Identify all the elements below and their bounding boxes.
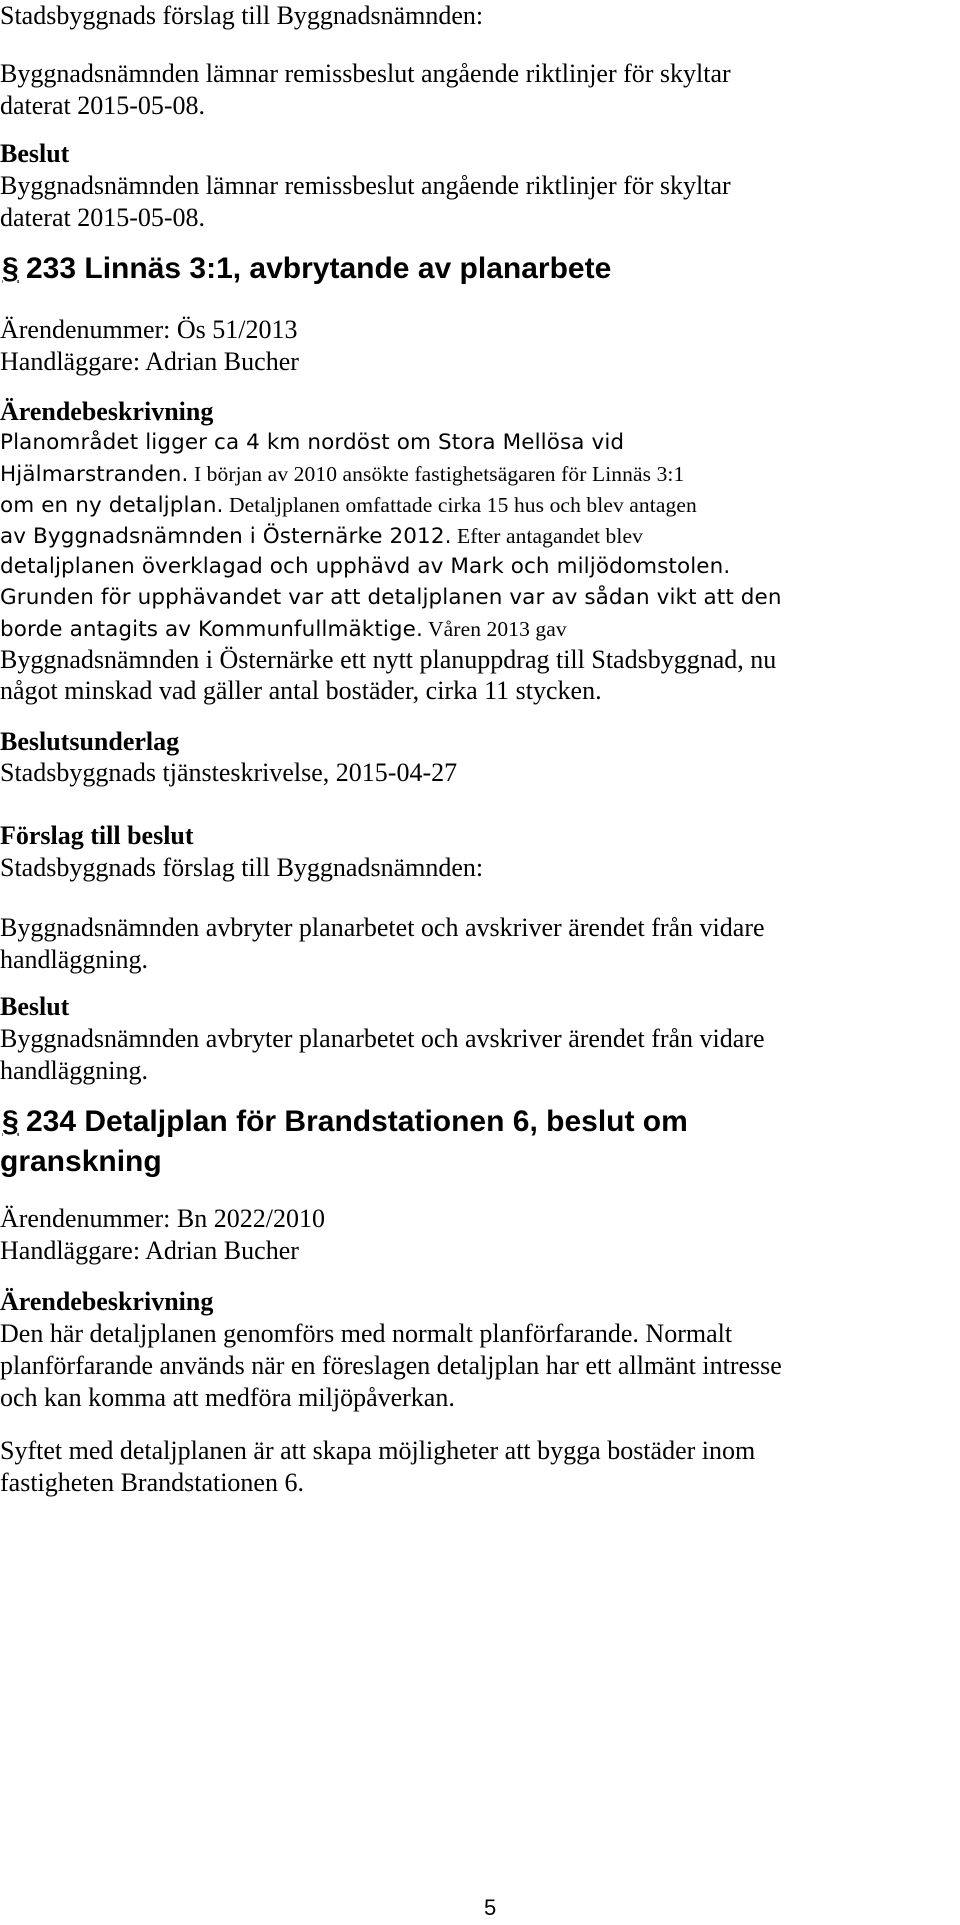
description-line: detaljplanen överklagad och upphävd av Mark och miljödomstolen. — [0, 554, 731, 579]
paragraph-line: handläggning. — [0, 1056, 149, 1085]
section-heading: Beslutsunderlag — [0, 727, 180, 756]
description-line: Grunden för upphävandet var att detaljplanen var av sådan vikt att den — [0, 585, 782, 610]
description-line: och kan komma att medföra miljöpåverkan. — [0, 1383, 455, 1412]
item-234-title-continuation: granskning — [0, 1145, 162, 1178]
purpose-line: fastigheten Brandstationen 6. — [0, 1468, 304, 1497]
case-number: Ärendenummer: Bn 2022/2010 — [0, 1204, 325, 1233]
item-234-title — [0, 1103, 688, 1141]
item-234-title-text: 234 Detaljplan för Brandstationen 6, beslut om — [26, 1105, 688, 1138]
paragraph-line: Byggnadsnämnden avbryter planarbetet och avskriver ärendet från vidare — [0, 913, 765, 942]
section-heading: Beslut — [0, 139, 70, 168]
paragraph-line: Byggnadsnämnden avbryter planarbetet och avskriver ärendet från vidare — [0, 1024, 765, 1053]
case-number: Ärendenummer: Ös 51/2013 — [0, 315, 298, 344]
paragraph-line: daterat 2015-05-08. — [0, 91, 206, 120]
description-line: om en ny detaljplan. Detaljplanen omfattade cirka 15 hus och blev antagen — [0, 493, 697, 518]
description-line: borde antagits av Kommunfullmäktige. Våren 2013 gav — [0, 617, 567, 642]
description-line: något minskad vad gäller antal bostäder, cirka 11 stycken. — [0, 676, 602, 705]
section-heading: Ärendebeskrivning — [0, 397, 214, 426]
proposal-line: Stadsbyggnads förslag till Byggnadsnämnden: — [0, 1, 484, 30]
case-officer: Handläggare: Adrian Bucher — [0, 347, 299, 376]
purpose-line: Syftet med detaljplanen är att skapa möjligheter att bygga bostäder inom — [0, 1436, 756, 1465]
description-line: Byggnadsnämnden i Östernärke ett nytt planuppdrag till Stadsbyggnad, nu — [0, 645, 777, 674]
paragraph-line: Byggnadsnämnden lämnar remissbeslut angående riktlinjer för skyltar — [0, 171, 731, 200]
item-233-title — [0, 250, 611, 288]
paragraph-line: handläggning. — [0, 945, 149, 974]
section-heading: Ärendebeskrivning — [0, 1287, 214, 1316]
description-line: av Byggnadsnämnden i Östernärke 2012. Efter antagandet blev — [0, 524, 643, 549]
item-233-title-text: 233 Linnäs 3:1, avbrytande av planarbete — [26, 252, 612, 285]
description-line: Hjälmarstranden. I början av 2010 ansökte fastighetsägaren för Linnäs 3:1 — [0, 462, 685, 487]
page-number: 5 — [484, 1895, 497, 1920]
basis-document: Stadsbyggnads tjänsteskrivelse, 2015-04-27 — [0, 758, 458, 787]
description-line: planförfarande används när en föreslagen detaljplan har ett allmänt intresse — [0, 1351, 782, 1380]
description-line: Planområdet ligger ca 4 km nordöst om Stora Mellösa vid — [0, 430, 625, 455]
description-line: Den här detaljplanen genomförs med normalt planförfarande. Normalt — [0, 1319, 733, 1348]
paragraph-line: daterat 2015-05-08. — [0, 203, 206, 232]
section-heading: Förslag till beslut — [0, 821, 194, 850]
case-officer: Handläggare: Adrian Bucher — [0, 1236, 299, 1265]
paragraph-mark-icon: § — [2, 1105, 19, 1138]
proposal-line: Stadsbyggnads förslag till Byggnadsnämnden: — [0, 853, 484, 882]
section-heading: Beslut — [0, 992, 70, 1021]
paragraph-mark-icon: § — [2, 252, 19, 285]
paragraph-line: Byggnadsnämnden lämnar remissbeslut angående riktlinjer för skyltar — [0, 59, 731, 88]
